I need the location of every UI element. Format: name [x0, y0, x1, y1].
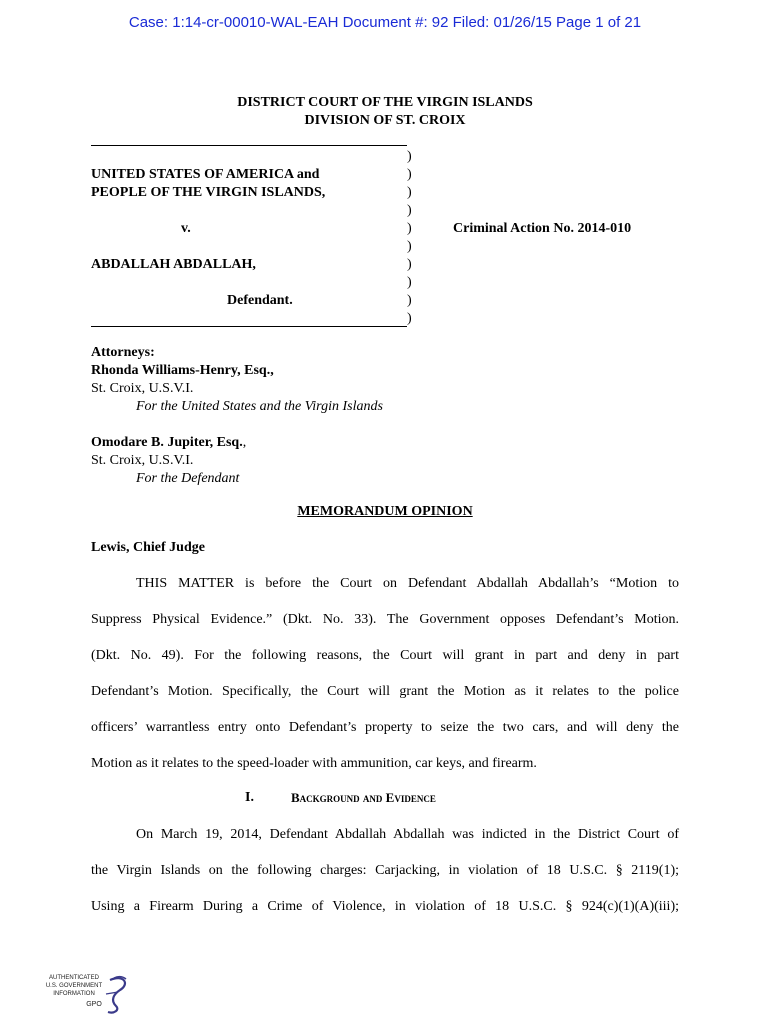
para1-line-2: Suppress Physical Evidence.” (Dkt. No. 33). The Government opposes Defendant’s Motion.: [91, 612, 679, 627]
logo-text-line-4: GPO: [86, 1001, 102, 1008]
para1-line-3: (Dkt. No. 49). For the following reasons, the Court will grant in part and deny in part: [91, 648, 679, 663]
gov-attorney-name: Rhonda Williams-Henry, Esq.,: [91, 363, 274, 378]
eagle-icon: [108, 978, 125, 1012]
court-name: DISTRICT COURT OF THE VIRGIN ISLANDS: [237, 95, 533, 110]
memorandum-title: MEMORANDUM OPINION: [297, 504, 473, 519]
def-attorney-name-line: [91, 434, 383, 452]
gov-attorney-location: St. Croix, U.S.V.I.: [91, 381, 194, 396]
para1-line-6: Motion as it relates to the speed-loader with ammunition, car keys, and firearm.: [91, 756, 537, 771]
gov-attorney-role: For the United States and the Virgin Islands: [136, 399, 383, 414]
caption-parentheses: ) ) ) ) ) ) ) ) ) ): [407, 149, 412, 326]
logo-text-line-3: INFORMATION: [53, 991, 95, 997]
para2-line-2: the Virgin Islands on the following charges: Carjacking, in violation of 18 U.S.C. § 2119(1);: [91, 863, 679, 878]
case-header-stamp: Case: 1:14-cr-00010-WAL-EAH Document #: 92 Filed: 01/26/15 Page 1 of 21: [128, 14, 642, 31]
logo-text-line-1: AUTHENTICATED: [49, 975, 99, 981]
caption-rule-top: [91, 145, 407, 146]
para1-line-1: THIS MATTER is before the Court on Defendant Abdallah Abdallah’s “Motion to: [136, 576, 679, 591]
def-attorney-location: St. Croix, U.S.V.I.: [91, 453, 194, 468]
judge-name: Lewis, Chief Judge: [91, 540, 205, 555]
attorneys-block: [91, 344, 383, 488]
def-attorney-role: For the Defendant: [136, 471, 240, 486]
para1-line-4: Defendant’s Motion. Specifically, the Court will grant the Motion as it relates to the police: [91, 684, 679, 699]
plaintiff-line-2: PEOPLE OF THE VIRGIN ISLANDS,: [91, 185, 326, 200]
attorneys-heading: Attorneys:: [91, 345, 155, 360]
para2-line-1: On March 19, 2014, Defendant Abdallah Abdallah was indicted in the District Court of: [136, 827, 679, 842]
section-number: I.: [245, 790, 254, 805]
para1-line-5: officers’ warrantless entry onto Defendant’s property to seize the two cars, and will deny the: [91, 720, 679, 735]
versus-label: v.: [181, 221, 191, 236]
court-division: DIVISION OF ST. CROIX: [304, 113, 466, 128]
defendant-label: Defendant.: [227, 293, 293, 308]
caption-rule-bottom: [91, 326, 407, 327]
plaintiff-line-1: UNITED STATES OF AMERICA and: [91, 167, 320, 182]
logo-text-line-2: U.S. GOVERNMENT: [45, 983, 103, 989]
section-title: Background and Evidence: [291, 790, 436, 805]
court-heading: [0, 94, 770, 130]
defendant-name: ABDALLAH ABDALLAH,: [91, 257, 256, 272]
para2-line-3: Using a Firearm During a Crime of Violence, in violation of 18 U.S.C. § 924(c)(1)(A)(iii);: [91, 899, 679, 914]
def-attorney-name: Omodare B. Jupiter, Esq.: [91, 435, 243, 450]
def-attorney-name-suffix: ,: [242, 435, 247, 450]
criminal-action-number: Criminal Action No. 2014-010: [453, 221, 632, 236]
gpo-authenticated-logo: [44, 970, 134, 1016]
